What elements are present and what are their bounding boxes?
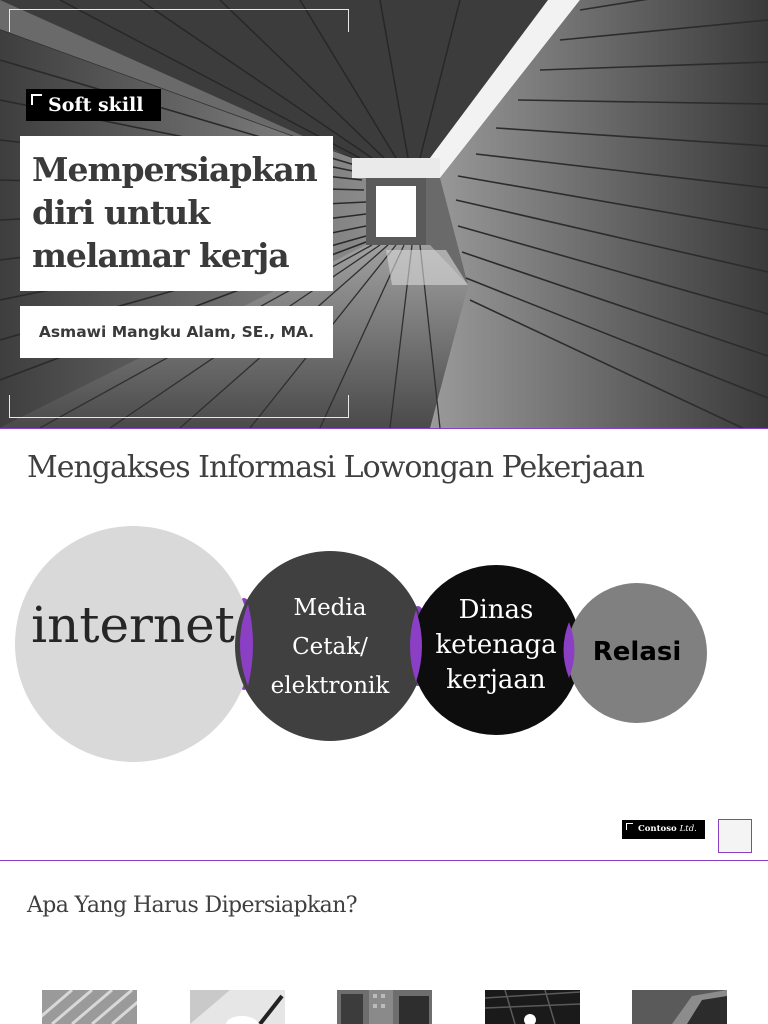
slide-title: Apa Yang Harus Dipersiapkan? bbox=[27, 893, 357, 918]
image-strip bbox=[0, 990, 768, 1024]
dark-structure-image bbox=[485, 990, 580, 1024]
bracket-icon bbox=[31, 94, 42, 105]
category-tag bbox=[26, 89, 161, 121]
circle-label-relasi bbox=[572, 632, 702, 672]
logo-name: Contoso bbox=[638, 824, 677, 834]
category-tag-label: Soft skill bbox=[48, 94, 144, 116]
title-slide[interactable] bbox=[0, 0, 768, 428]
label-line: Cetak/ bbox=[292, 634, 368, 660]
tower-image bbox=[632, 990, 727, 1024]
label-line: Relasi bbox=[592, 637, 682, 667]
company-logo bbox=[622, 820, 705, 839]
slide-title-line-2: diri untuk bbox=[32, 193, 210, 232]
label-line: kerjaan bbox=[446, 665, 546, 695]
label-line: Dinas bbox=[458, 595, 534, 625]
frame-top-bracket bbox=[9, 9, 349, 32]
label-line: internet bbox=[31, 596, 235, 654]
building-facade-image bbox=[42, 990, 137, 1024]
slide-title-line-1: Mempersiapkan bbox=[32, 150, 317, 189]
logo-suffix: Ltd. bbox=[679, 824, 697, 834]
label-line: ketenaga bbox=[435, 630, 557, 660]
slide-thumbnail-button[interactable] bbox=[718, 819, 752, 853]
title-box bbox=[20, 136, 333, 291]
author-name: Asmawi Mangku Alam, SE., MA. bbox=[20, 306, 333, 358]
circle-label-dinas bbox=[418, 593, 574, 698]
label-line: Media bbox=[293, 595, 367, 621]
label-line: elektronik bbox=[270, 673, 390, 699]
circle-label-internet bbox=[15, 590, 251, 660]
slide-divider bbox=[0, 428, 768, 429]
bracket-icon bbox=[626, 823, 633, 830]
pen-paper-image bbox=[190, 990, 285, 1024]
slide-title-line-3: melamar kerja bbox=[32, 236, 289, 275]
slide-title: Mengakses Informasi Lowongan Pekerjaan bbox=[27, 450, 644, 485]
frame-bottom-bracket bbox=[9, 395, 349, 418]
circle-label-media bbox=[240, 589, 420, 706]
slide-divider bbox=[0, 860, 768, 861]
city-buildings-image bbox=[337, 990, 432, 1024]
